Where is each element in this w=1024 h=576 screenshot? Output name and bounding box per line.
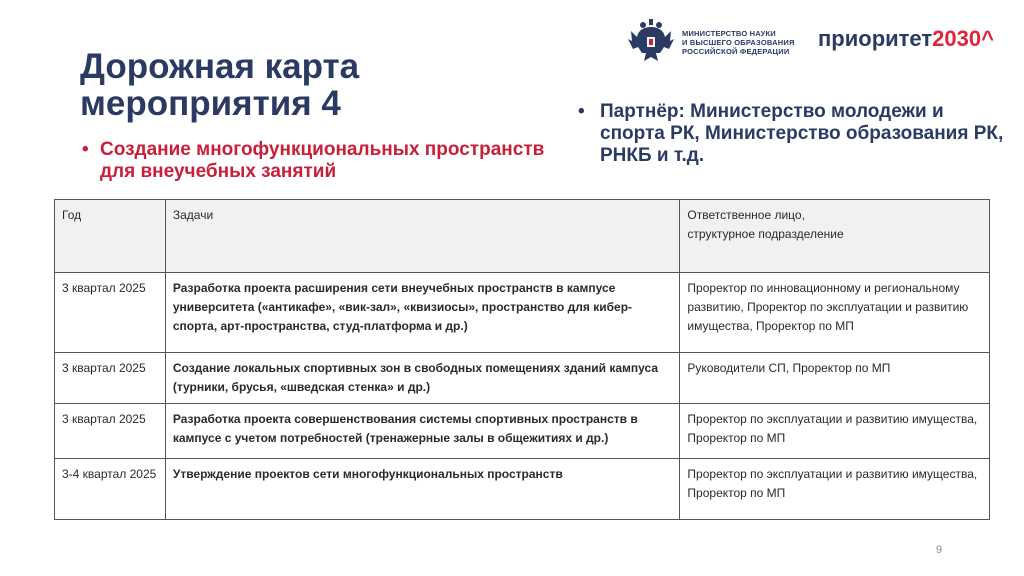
- ministry-name: [682, 29, 795, 56]
- subtitle-text: Создание многофункциональных пространств для внеучебных занятий: [100, 139, 545, 182]
- cell-task: Разработка проекта совершенствования системы спортивных пространств в кампусе с учетом потребностей (тренажерные залы в общежитиях и др.): [165, 404, 680, 459]
- cell-year: 3 квартал 2025: [55, 404, 166, 459]
- ministry-logo: [628, 16, 795, 68]
- header-responsible-line-2: структурное подразделение: [687, 227, 844, 241]
- header-year: Год: [55, 200, 166, 273]
- title-line-2: мероприятия 4: [80, 84, 341, 123]
- subtitle-bullet-item: [82, 139, 552, 183]
- header-responsible-line-1: Ответственное лицо,: [687, 208, 805, 222]
- slide-title: [80, 48, 359, 122]
- cell-year: 3 квартал 2025: [55, 353, 166, 404]
- priority-logo-text: приоритет: [818, 26, 933, 51]
- table-row: [55, 404, 990, 459]
- bullet-marker: •: [578, 101, 585, 122]
- cell-task: Утверждение проектов сети многофункциональных пространств: [165, 459, 680, 520]
- ministry-line-2: И ВЫСШЕГО ОБРАЗОВАНИЯ: [682, 37, 795, 47]
- table-row: [55, 273, 990, 353]
- cell-responsible: Проректор по инновационному и региональному развитию, Проректор по эксплуатации и развитию имущества, Проректор по МП: [680, 273, 990, 353]
- cell-task: Создание локальных спортивных зон в свободных помещениях зданий кампуса (турники, брусья, «шведская стенка» и др.): [165, 353, 680, 404]
- cell-responsible: Проректор по эксплуатации и развитию имущества, Проректор по МП: [680, 459, 990, 520]
- partner-bullet-item: [578, 101, 1008, 167]
- bullet-marker: •: [82, 139, 89, 160]
- double-headed-eagle-emblem-icon: [628, 17, 674, 67]
- priority-logo-number: 2030^: [932, 26, 994, 51]
- cell-task: Разработка проекта расширения сети внеучебных пространств в кампусе университета («антикафе», «вик-зал», «квизиосы», пространство для кибер-спорта, арт-пространства, студ-платформа и др.): [165, 273, 680, 353]
- partner-text: Партнёр: Министерство молодежи и спорта РК, Министерство образования РК, РНКБ и т.д.: [600, 101, 1004, 166]
- priority-2030-logo: [818, 26, 994, 52]
- page-number: 9: [936, 544, 943, 556]
- table-header-row: [55, 200, 990, 273]
- cell-year: 3-4 квартал 2025: [55, 459, 166, 520]
- roadmap-table: [54, 199, 990, 520]
- ministry-line-3: РОССИЙСКОЙ ФЕДЕРАЦИИ: [682, 46, 790, 56]
- cell-responsible: Проректор по эксплуатации и развитию имущества, Проректор по МП: [680, 404, 990, 459]
- title-line-1: Дорожная карта: [80, 47, 360, 86]
- cell-responsible: Руководители СП, Проректор по МП: [680, 353, 990, 404]
- header-responsible: [680, 200, 990, 273]
- table-row: [55, 353, 990, 404]
- table-row: [55, 459, 990, 520]
- cell-year: 3 квартал 2025: [55, 273, 166, 353]
- ministry-line-1: МИНИСТЕРСТВО НАУКИ: [682, 28, 776, 38]
- header-task: Задачи: [165, 200, 680, 273]
